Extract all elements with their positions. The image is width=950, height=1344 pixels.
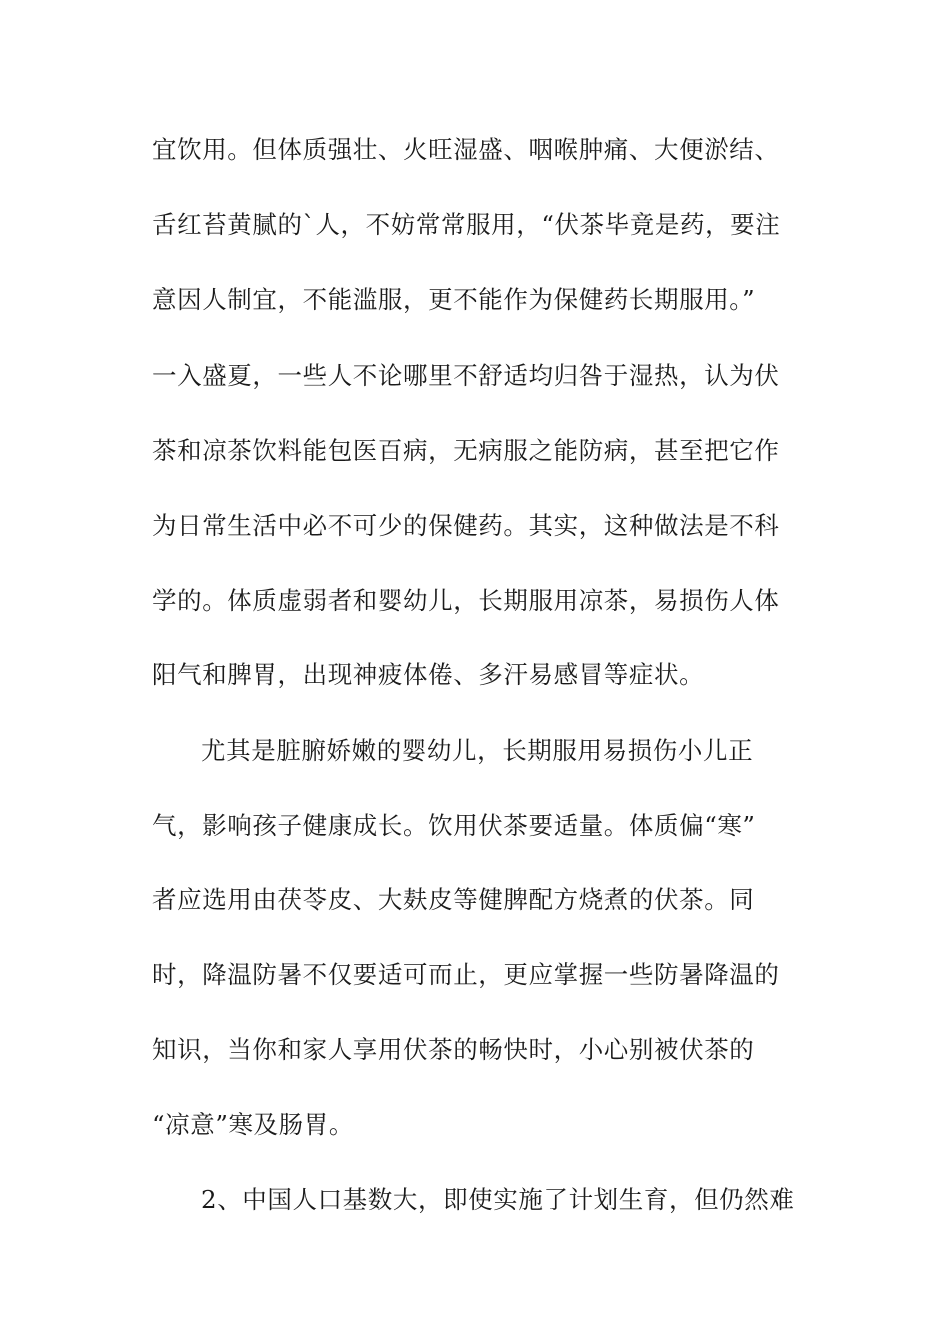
text-line: 知识，当你和家人享用伏茶的畅快时，小心别被伏茶的 xyxy=(152,1035,755,1064)
text-line: 一入盛夏，一些人不论哪里不舒适均归咎于湿热，认为伏 xyxy=(152,361,780,390)
paragraph-first-line: 2、中国人口基数大，即使实施了计划生育，但仍然难 xyxy=(201,1185,795,1214)
text-line: 茶和凉茶饮料能包医百病，无病服之能防病，甚至把它作 xyxy=(152,436,780,465)
text-line: “凉意”寒及肠胃。 xyxy=(152,1110,354,1139)
text-line: 意因人制宜，不能滥服，更不能作为保健药长期服用。” xyxy=(152,285,756,314)
text-line: 宜饮用。但体质强壮、火旺湿盛、咽喉肿痛、大便淤结、 xyxy=(152,135,780,164)
text-line: 舌红苔黄腻的`人，不妨常常服用，“伏茶毕竟是药，要注 xyxy=(152,210,781,239)
text-line: 为日常生活中必不可少的保健药。其实，这种做法是不科 xyxy=(152,511,780,540)
text-line: 学的。体质虚弱者和婴幼儿，长期服用凉茶，易损伤人体 xyxy=(152,586,780,615)
paragraph-first-line: 尤其是脏腑娇嫩的婴幼儿，长期服用易损伤小儿正 xyxy=(201,736,754,765)
text-line: 气，影响孩子健康成长。饮用伏茶要适量。体质偏“寒” xyxy=(152,811,756,840)
text-line: 者应选用由茯苓皮、大麸皮等健脾配方烧煮的伏茶。同 xyxy=(152,885,755,914)
text-line: 阳气和脾胃，出现神疲体倦、多汗易感冒等症状。 xyxy=(152,660,705,689)
text-line: 时，降温防暑不仅要适可而止，更应掌握一些防暑降温的 xyxy=(152,960,780,989)
